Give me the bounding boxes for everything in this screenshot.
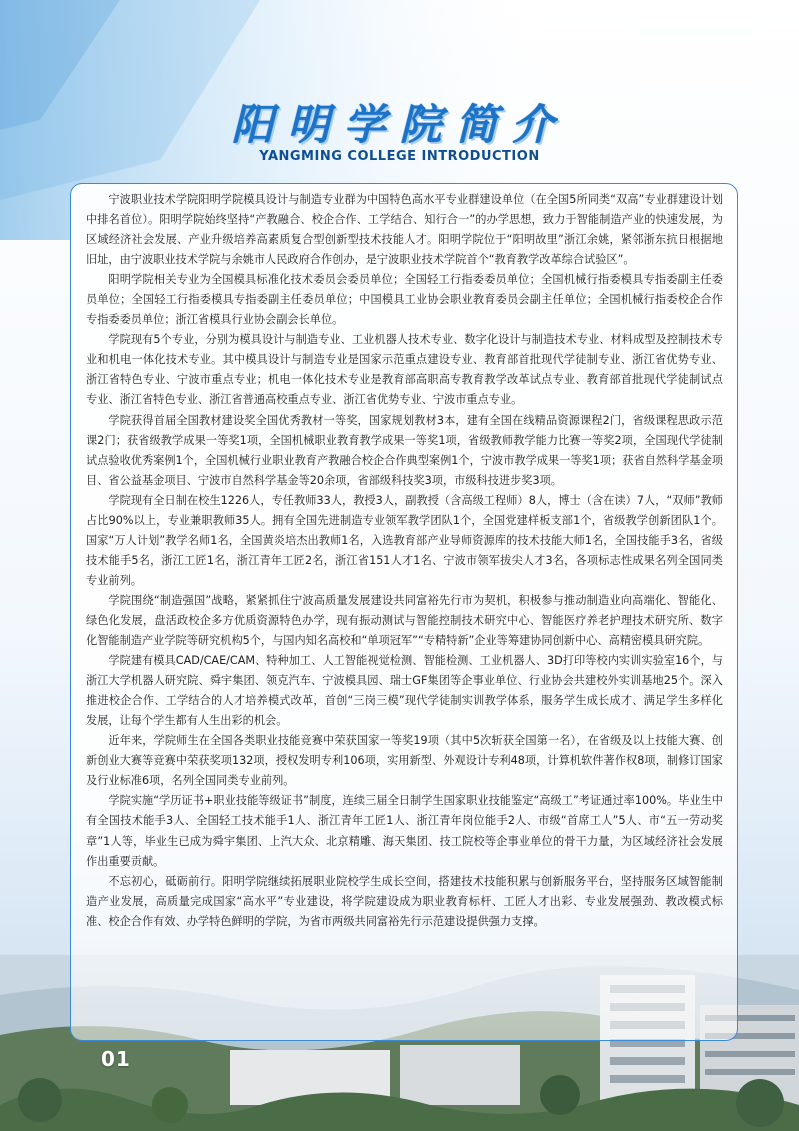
intro-paragraph: 学院获得首届全国教材建设奖全国优秀教材一等奖，国家规划教材3本，建有全国在线精品资源课程2门，省级课程思政示范课2门；获省级教学成果一等奖1项，全国机械职业教育教学成果一等奖1项，省级教师教学能力比赛一等奖2项，全国现代学徒制试点验收优秀案例1个，全国机械行业职业教育产教融合校企合作典型案例1个，宁波市教学成果一等奖1项；获省自然科学基金项目、省公益基金项目、宁波市自然科学基金等20余项，省部级科技奖3项，市级科技进步奖3项。	[86, 413, 723, 487]
intro-paragraph: 不忘初心，砥砺前行。阳明学院继续拓展职业院校学生成长空间，搭建技术技能积累与创新服务平台，坚持服务区域智能制造产业发展，高质量完成国家“高水平”专业建设，将学院建设成为职业教育标杆、工匠人才出彩、专业发展强劲、教改模式标准、校企合作有效、办学特色鲜明的学院，为省市两级共同富裕先行示范建设提供强力支撑。	[86, 874, 723, 928]
page-subtitle: YANGMING COLLEGE INTRODUCTION	[259, 149, 540, 164]
intro-paragraph: 近年来，学院师生在全国各类职业技能竞赛中荣获国家一等奖19项（其中5次斩获全国第一名），在省级及以上技能大赛、创新创业大赛等竞赛中荣获奖项132项，授权发明专利106项，实用新型、外观设计专利48项，计算机软件著作权8项，制修订国家及行业标准6项，名列全国同类专业前列。	[86, 734, 723, 788]
intro-paragraph: 学院现有全日制在校生1226人，专任教师33人，教授3人，副教授（含高级工程师）8人，博士（含在读）7人，“双师”教师占比90%以上，专业兼职教师35人。拥有全国先进制造专业领军教学团队1个，全国党建样板支部1个，省级教学创新团队1个。国家“万人计划”教学名师1名，全国黄炎培杰出教师1名，入选教育部产业导师资源库的技术技能大师1名，全国技能手3名，省级技术能手5名，浙江工匠1名，浙江青年工匠2名，浙江省151人才1名、宁波市领军拔尖人才3名，各项标志性成果名列全国同类专业前列。	[86, 493, 723, 587]
intro-paragraph: 学院现有5个专业，分别为模具设计与制造专业、工业机器人技术专业、数字化设计与制造技术专业、材料成型及控制技术专业和机电一体化技术专业。其中模具设计与制造专业是国家示范重点建设专业、教育部首批现代学徒制专业、浙江省优势专业、浙江省特色专业、宁波市重点专业；机电一体化技术专业是教育部高职高专教育教学改革试点专业、教育部首批现代学徒制试点专业、浙江省特色专业、浙江省普通高校重点专业、浙江省优势专业、宁波市重点专业。	[86, 333, 723, 407]
page-title: 阳明学院简介	[231, 100, 568, 149]
page-number: 01	[101, 1047, 131, 1071]
intro-paragraph: 宁波职业技术学院阳明学院模具设计与制造专业群为中国特色高水平专业群建设单位（在全国5所同类“双高”专业群建设计划中排名首位）。阳明学院始终坚持“产教融合、校企合作、工学结合、知行合一”的办学思想，致力于智能制造产业的快速发展，为区域经济社会发展、产业升级培养高素质复合型创新型技术技能人才。阳明学院位于“阳明故里”浙江余姚，紧邻浙东抗日根据地旧址，由宁波职业技术学院与余姚市人民政府合作创办，是宁波职业技术学院首个“教育教学改革综合试验区”。	[86, 193, 723, 267]
intro-paragraph: 学院建有模具CAD/CAE/CAM、特种加工、人工智能视觉检测、智能检测、工业机器人、3D打印等校内实训实验室16个，与浙江大学机器人研究院、舜宇集团、领克汽车、宁波模具园、瑞士GF集团等企事业单位、行业协会共建校外实训基地25个。深入推进校企合作、工学结合的人才培养模式改革，首创“三岗三模”现代学徒制实训教学体系，服务学生成长成才、满足学生多样化发展，让每个学生都有人生出彩的机会。	[86, 654, 723, 728]
intro-paragraph: 学院围绕“制造强国”战略，紧紧抓住宁波高质量发展建设共同富裕先行市为契机，积极参与推动制造业向高端化、智能化、绿色化发展，盘活政校企多方优质资源特色办学，现有振动测试与智能控制技术研究中心、智能医疗养老护理技术研究所、数字化智能制造产业学院等研究机构5个，与国内知名高校和“单项冠军”“专精特新”企业等筹建协同创新中心、高精密模具研究院。	[86, 593, 723, 648]
introduction-text-box	[70, 183, 738, 1041]
intro-paragraph: 学院实施“学历证书+职业技能等级证书”制度，连续三届全日制学生国家职业技能鉴定“高级工”考证通过率100%。毕业生中有全国技术能手3人、全国轻工技术能手1人、浙江青年工匠1人、浙江青年岗位能手2人、市级“首席工人”5人、市“五一劳动奖章”1人等，毕业生已成为舜宇集团、上汽大众、北京精雕、海天集团、技工院校等企事业单位的骨干力量，为区域经济社会发展作出重要贡献。	[86, 794, 723, 868]
page-header	[0, 92, 799, 172]
intro-paragraph: 阳明学院相关专业为全国模具标准化技术委员会委员单位；全国轻工行指委委员单位；全国机械行指委模具专指委副主任委员单位；全国轻工行指委模具专指委副主任委员单位；中国模具工业协会职业教育委员会副主任单位；全国机械行指委校企合作专指委委员单位；浙江省模具行业协会副会长单位。	[86, 273, 723, 327]
